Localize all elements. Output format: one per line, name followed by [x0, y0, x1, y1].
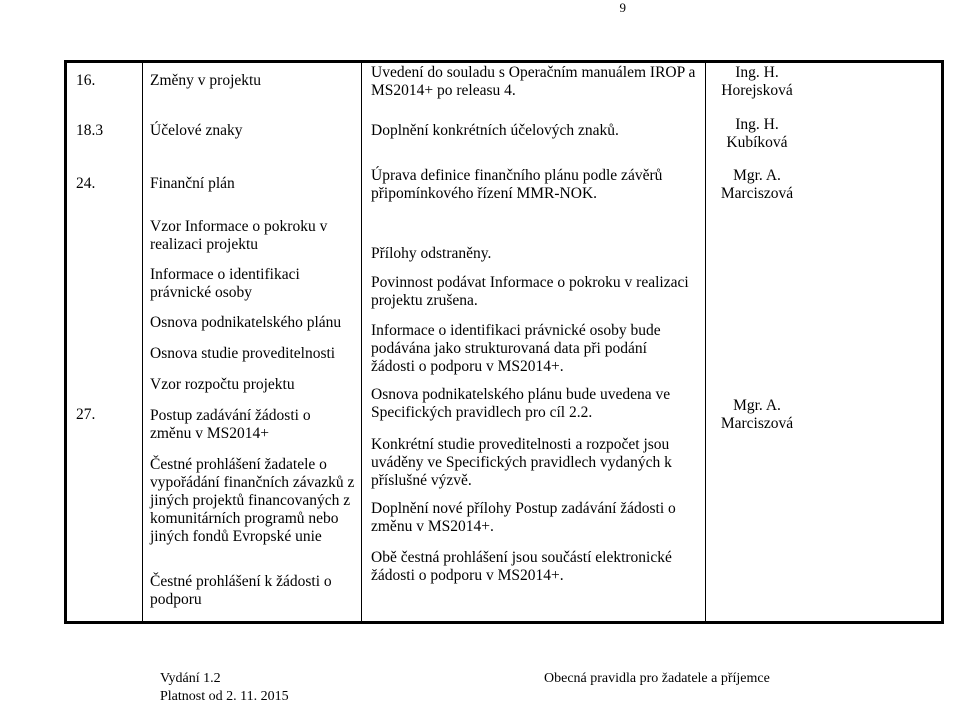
section-item: Osnova studie proveditelnosti [150, 345, 336, 362]
row-number: 27. [76, 406, 96, 423]
change-item: Osnova podnikatelského plánu bude uvedena ve Specifických pravidlech pro cíl 2.2. [371, 386, 671, 421]
row-author: Ing. H. Kubíková [726, 116, 788, 151]
section-item: Informace o identifikaci právnické osoby [150, 266, 300, 301]
row-change: Doplnění konkrétních účelových znaků. [371, 122, 619, 139]
change-item: Doplnění nové přílohy Postup zadávání žádosti o změnu v MS2014+. [371, 500, 676, 535]
row-section: Změny v projektu [150, 72, 262, 89]
row-section: Finanční plán [150, 175, 235, 192]
change-item: Přílohy odstraněny. [371, 245, 492, 262]
row-change: Uvedení do souladu s Operačním manuálem IROP a MS2014+ po releasu 4. [371, 64, 696, 99]
section-item: Čestné prohlášení žadatele o vypořádání finančních závazků z jiných projektů financovaných z komunitárních programů nebo jiných fondů Evropské unie [150, 456, 355, 545]
row-author: Mgr. A. Marciszová [720, 397, 794, 432]
section-item: Čestné prohlášení k žádosti o podporu [150, 573, 332, 608]
section-item: Vzor Informace o pokroku v realizaci projektu [150, 218, 328, 253]
section-item: Osnova podnikatelského plánu [150, 314, 342, 331]
row-number: 16. [76, 72, 96, 89]
row-section: Účelové znaky [150, 122, 243, 139]
change-item: Informace o identifikaci právnické osoby bude podávána jako strukturovaná data při podání žádosti o podporu v MS2014+. [371, 322, 661, 375]
footer-valid-from: Platnost od 2. 11. 2015 [160, 689, 289, 704]
row-number: 18.3 [76, 122, 104, 139]
row-change: Úprava definice finančního plánu podle závěrů připomínkového řízení MMR-NOK. [371, 167, 663, 202]
change-item: Obě čestná prohlášení jsou součástí elektronické žádosti o podporu v MS2014+. [371, 549, 672, 584]
section-item: Vzor rozpočtu projektu [150, 376, 295, 393]
row-number: 24. [76, 175, 96, 192]
row-author: Ing. H. Horejsková [721, 64, 793, 99]
page-number: 9 [619, 0, 626, 15]
footer-version: Vydání 1.2 [160, 671, 221, 686]
change-item: Konkrétní studie proveditelnosti a rozpočet jsou uváděny ve Specifických pravidlech vydaných k příslušné výzvě. [371, 436, 672, 489]
footer-doc-title: Obecná pravidla pro žadatele a příjemce [544, 671, 770, 686]
section-item: Postup zadávání žádosti o změnu v MS2014+ [150, 407, 311, 442]
row-author: Mgr. A. Marciszová [720, 167, 794, 202]
change-item: Povinnost podávat Informace o pokroku v realizaci projektu zrušena. [371, 274, 689, 309]
